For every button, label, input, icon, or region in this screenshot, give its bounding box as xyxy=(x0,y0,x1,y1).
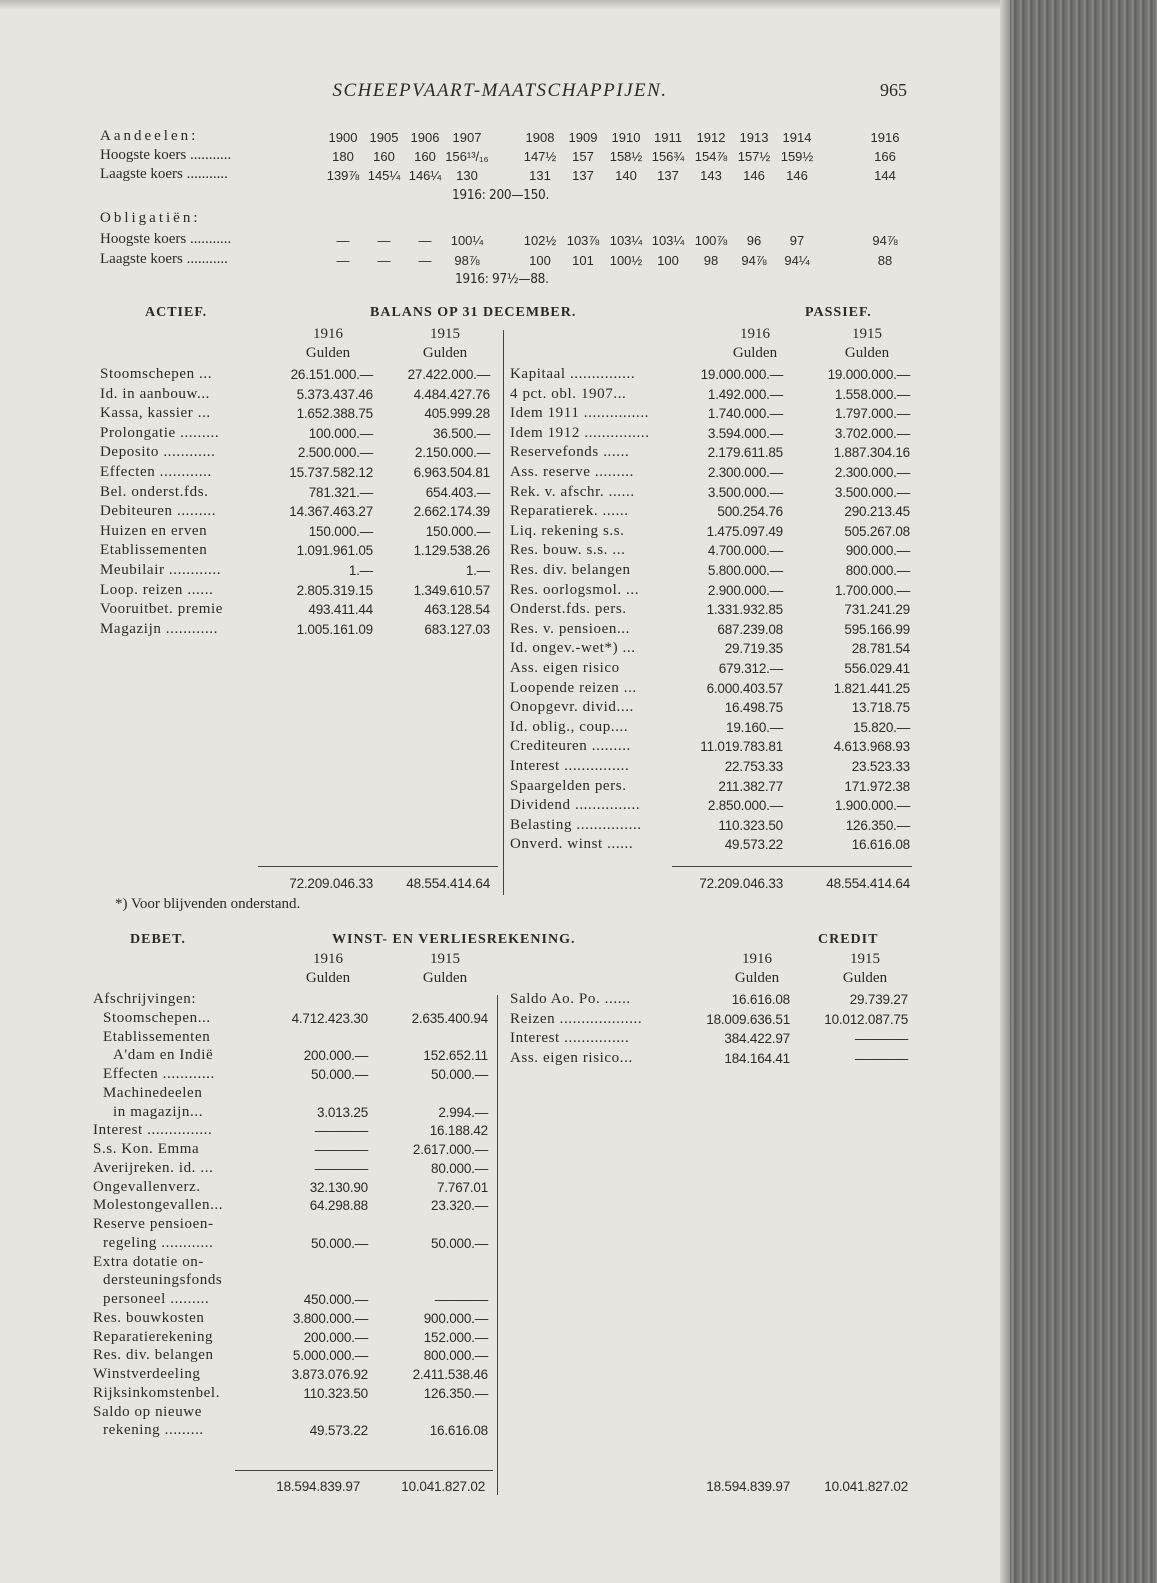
value-1915: 2.617.000.— xyxy=(412,1142,488,1157)
row-label: Ongevallenverz. xyxy=(93,1178,201,1195)
koers-cell: 156¹³/₁₆ xyxy=(445,149,489,164)
value-1915: 126.350.— xyxy=(423,1385,488,1401)
year-header: 1915 xyxy=(430,326,460,342)
row-label: Stoomschepen... xyxy=(103,1009,211,1026)
value-1915: 13.718.75 xyxy=(851,700,910,716)
actief-heading: ACTIEF. xyxy=(145,305,208,320)
value-1916: 29.719.35 xyxy=(724,641,783,657)
value-1916: 3.800.000.— xyxy=(292,1310,368,1326)
year-header: 1916 xyxy=(740,326,770,342)
row-label: Etablissementen xyxy=(103,1028,211,1045)
value-1916: 500.254.76 xyxy=(717,504,783,520)
value-1915: 27.422.000.— xyxy=(407,367,490,382)
row-label: Reserve pensioen- xyxy=(93,1216,214,1232)
koers-cell: 147½ xyxy=(523,149,557,164)
value-1915: 900.000.— xyxy=(423,1310,488,1326)
koers-cell: 103¼ xyxy=(609,233,643,248)
page-title: SCHEEPVAART-MAATSCHAPPIJEN. xyxy=(332,80,668,101)
currency-header: Gulden xyxy=(422,345,468,361)
koers-cell: 146¼ xyxy=(408,168,442,183)
value-1916: 11.019.783.81 xyxy=(700,739,783,755)
koers-cell: 180 xyxy=(332,149,354,164)
value-1915: 80.000.— xyxy=(431,1160,488,1176)
obligatien-label: Obligatiën: xyxy=(100,210,201,226)
value-1915: 1.700.000.— xyxy=(834,582,910,598)
row-label: Kapitaal ............... xyxy=(510,366,636,382)
value-1916: 2.850.000.— xyxy=(707,798,783,814)
koers-cell: 1905 xyxy=(369,130,399,145)
value-1915: 1.900.000.— xyxy=(834,798,910,814)
value-1915: 10.012.087.75 xyxy=(824,1011,908,1027)
row-label: Interest ............... xyxy=(510,1030,630,1047)
value-1915: 1.821.441.25 xyxy=(833,680,910,696)
row-label: Rijksinkomstenbel. xyxy=(93,1384,221,1401)
value-1916: 200.000.— xyxy=(303,1048,368,1064)
value-1915: 2.300.000.— xyxy=(834,465,910,480)
row-label: Id. in aanbouw... xyxy=(100,385,211,402)
koers-cell: 94⅞ xyxy=(872,233,898,248)
row-label: Spaargelden pers. xyxy=(510,777,627,794)
value-1915: ———— xyxy=(854,1031,908,1047)
value-1915: ———— xyxy=(854,1050,908,1066)
row-label: Onderst.fds. pers. xyxy=(510,601,627,618)
value-1916: 49.573.22 xyxy=(724,837,783,853)
row-label: Onverd. winst ...... xyxy=(510,836,634,853)
value-1915: 150.000.— xyxy=(425,523,490,539)
row-label: A'dam en Indië xyxy=(113,1047,214,1064)
value-1916: ———— xyxy=(314,1160,368,1176)
row-label: Res. div. belangen xyxy=(510,562,631,578)
value-1915: 29.739.27 xyxy=(849,992,908,1007)
row-label: Loopende reizen ... xyxy=(510,679,637,696)
koers-cell: 157 xyxy=(572,149,594,164)
value-1916: 1.652.388.75 xyxy=(296,406,373,422)
row-label: personeel ......... xyxy=(103,1291,210,1307)
total-passief-1916: 72.209.046.33 xyxy=(699,876,783,891)
row-label: Prolongatie ......... xyxy=(100,424,220,441)
koers-cell: 159½ xyxy=(780,149,814,164)
year-header: 1916 xyxy=(313,326,343,342)
koers-cell: 88 xyxy=(877,253,893,268)
value-1915: 463.128.54 xyxy=(424,602,490,618)
row-label: Reizen ................... xyxy=(510,1010,643,1027)
value-1916: 493.411.44 xyxy=(308,602,373,618)
obligatien-1916-note: 1916: 97½—88. xyxy=(455,271,549,287)
koers-cell: 94⅞ xyxy=(741,253,767,268)
value-1915: 16.616.08 xyxy=(851,837,910,853)
value-1915: 683.127.03 xyxy=(424,621,490,637)
year-header: 1915 xyxy=(430,951,460,967)
value-1915: 7.767.01 xyxy=(437,1179,488,1195)
value-1916: 110.323.50 xyxy=(303,1385,368,1401)
value-1915: 556.029.41 xyxy=(844,661,910,676)
koers-cell: 146 xyxy=(786,168,808,183)
koers-cell: 101 xyxy=(572,253,594,268)
value-1915: 19.000.000.— xyxy=(827,367,910,382)
total-passief-1915: 48.554.414.64 xyxy=(826,876,910,891)
row-label: Onopgevr. divid.... xyxy=(510,699,634,716)
koers-cell: 94¼ xyxy=(784,253,810,268)
koers-cell: 158½ xyxy=(609,149,643,164)
value-1915: 23.320.— xyxy=(431,1198,488,1214)
row-label: Ass. eigen risico... xyxy=(510,1049,633,1066)
koers-cell: 137 xyxy=(572,168,594,183)
value-1916: 184.164.41 xyxy=(724,1050,790,1066)
value-1915: 1.887.304.16 xyxy=(833,445,910,461)
total-rule xyxy=(258,866,498,867)
row-label: Reservefonds ...... xyxy=(510,444,630,461)
row-label: Averijreken. id. ... xyxy=(93,1159,214,1176)
value-1916: 1.740.000.— xyxy=(707,406,783,422)
value-1916: 32.130.90 xyxy=(309,1179,368,1195)
row-label: Res. v. pensioen... xyxy=(510,620,630,637)
value-1915: 3.702.000.— xyxy=(834,425,910,441)
koers-cell: 100½ xyxy=(609,253,643,268)
value-1916: 19.160.— xyxy=(726,719,783,735)
koers-cell: 139⅞ xyxy=(326,168,360,183)
value-1915: 800.000.— xyxy=(845,563,910,578)
value-1916: 5.000.000.— xyxy=(292,1348,368,1364)
koers-cell: 103⅞ xyxy=(566,233,600,248)
koers-cell: — xyxy=(336,233,350,248)
koers-cell: 1906 xyxy=(410,130,440,145)
currency-header: Gulden xyxy=(305,345,351,361)
row-label: Rek. v. afschr. ...... xyxy=(510,483,635,500)
book-binding-pages xyxy=(1010,0,1157,1583)
row-label: Effecten ............ xyxy=(103,1066,215,1082)
row-label: Liq. rekening s.s. xyxy=(510,522,625,539)
aandeelen-laagste-label: Laagste koers ........... xyxy=(100,166,228,182)
koers-cell: 1908 xyxy=(525,130,555,145)
value-1915: 16.616.08 xyxy=(429,1423,488,1439)
row-label: Huizen en erven xyxy=(100,522,208,539)
row-label: Magazijn ............ xyxy=(100,620,218,637)
row-label: Interest ............... xyxy=(510,758,630,774)
value-1916: 2.500.000.— xyxy=(297,445,373,461)
koers-cell: 143 xyxy=(700,168,722,183)
currency-header: Gulden xyxy=(842,970,888,986)
value-1915: 2.635.400.94 xyxy=(411,1010,488,1026)
value-1916: 3.594.000.— xyxy=(707,425,783,441)
value-1916: 200.000.— xyxy=(303,1329,368,1345)
row-label: Deposito ............ xyxy=(100,444,216,461)
value-1916: 14.367.463.27 xyxy=(289,504,373,520)
value-1916: 18.009.636.51 xyxy=(706,1011,790,1027)
year-header: 1916 xyxy=(742,951,772,967)
row-label: Id. ongev.-wet*) ... xyxy=(510,640,636,657)
row-label: Machinedeelen xyxy=(103,1084,203,1101)
koers-cell: — xyxy=(418,253,432,268)
balance-title: BALANS OP 31 DECEMBER. xyxy=(370,305,577,320)
value-1916: 150.000.— xyxy=(308,523,373,539)
aandeelen-1916-note: 1916: 200—150. xyxy=(452,187,550,203)
koers-cell: 103¼ xyxy=(651,233,685,248)
row-label: Winstverdeeling xyxy=(93,1366,201,1382)
column-divider xyxy=(503,330,504,895)
row-label: Vooruitbet. premie xyxy=(100,601,223,618)
row-label: Id. oblig., coup.... xyxy=(510,718,629,735)
value-1915: 171.972.38 xyxy=(844,778,910,794)
value-1916: 110.323.50 xyxy=(718,817,783,833)
value-1915: 50.000.— xyxy=(431,1235,488,1251)
value-1916: 2.300.000.— xyxy=(707,465,783,480)
row-label: S.s. Kon. Emma xyxy=(93,1141,200,1157)
value-1915: 1.558.000.— xyxy=(834,386,910,402)
value-1915: 505.267.08 xyxy=(844,523,910,539)
year-header: 1915 xyxy=(852,326,882,342)
row-label: regeling ............ xyxy=(103,1234,214,1251)
value-1916: 64.298.88 xyxy=(309,1198,368,1214)
koers-cell: 1913 xyxy=(739,130,769,145)
aandeelen-hoogste-label: Hoogste koers ........... xyxy=(100,147,232,163)
value-1916: 1.492.000.— xyxy=(707,386,783,402)
total-credit-1916: 18.594.839.97 xyxy=(706,1479,790,1494)
value-1916: 16.498.75 xyxy=(724,700,783,716)
row-label: Debiteuren ......... xyxy=(100,503,217,520)
value-1915: 6.963.504.81 xyxy=(413,465,490,480)
debet-heading: DEBET. xyxy=(130,932,186,947)
koers-cell: 1910 xyxy=(611,130,641,145)
value-1916: 3.500.000.— xyxy=(707,484,783,500)
value-1916: 15.737.582.12 xyxy=(289,465,373,480)
koers-cell: 146 xyxy=(743,168,765,183)
value-1916: ———— xyxy=(314,1142,368,1157)
value-1915: 126.350.— xyxy=(845,817,910,833)
value-1915: 23.523.33 xyxy=(851,759,910,774)
row-label: Kassa, kassier ... xyxy=(100,405,211,422)
value-1916: 687.239.08 xyxy=(717,621,783,637)
value-1916: 16.616.08 xyxy=(731,992,790,1007)
value-1916: ———— xyxy=(314,1123,368,1139)
koers-cell: 1907 xyxy=(452,130,482,145)
value-1916: 3.013.25 xyxy=(317,1104,368,1120)
koers-cell: 145¼ xyxy=(367,168,401,183)
row-label: Res. oorlogsmol. ... xyxy=(510,581,640,598)
koers-cell: 1912 xyxy=(696,130,726,145)
row-label: Effecten ............ xyxy=(100,464,212,480)
value-1915: 1.797.000.— xyxy=(834,406,910,422)
row-label: Reparatierekening xyxy=(93,1328,214,1345)
year-header: 1916 xyxy=(313,951,343,967)
value-1915: 2.150.000.— xyxy=(414,445,490,461)
koers-cell: 100⅞ xyxy=(694,233,728,248)
row-label: Meubilair ............ xyxy=(100,562,222,578)
value-1915: 2.411.538.46 xyxy=(412,1367,488,1382)
aandeelen-label: Aandeelen: xyxy=(100,128,199,144)
value-1915: 3.500.000.— xyxy=(834,484,910,500)
value-1916: 384.422.97 xyxy=(724,1031,790,1047)
koers-cell: 1916 xyxy=(870,130,900,145)
koers-cell: 140 xyxy=(615,168,637,183)
total-actief-1916: 72.209.046.33 xyxy=(289,876,373,891)
koers-cell: 154⅞ xyxy=(694,149,728,164)
koers-cell: 160 xyxy=(414,149,436,164)
value-1915: 595.166.99 xyxy=(844,621,910,637)
obligatien-laagste-label: Laagste koers ........... xyxy=(100,251,228,267)
value-1916: 1.005.161.09 xyxy=(296,621,373,637)
value-1916: 211.382.77 xyxy=(718,778,783,794)
value-1916: 6.000.403.57 xyxy=(706,680,783,696)
value-1916: 22.753.33 xyxy=(724,759,783,774)
total-credit-1915: 10.041.827.02 xyxy=(824,1479,908,1494)
row-label: Ass. reserve ......... xyxy=(510,464,635,480)
row-label: Reparatierek. ...... xyxy=(510,503,629,520)
value-1915: 800.000.— xyxy=(423,1348,488,1364)
value-1916: 781.321.— xyxy=(308,484,373,500)
koers-cell: 102½ xyxy=(523,233,557,248)
value-1916: 100.000.— xyxy=(308,425,373,441)
row-label: Extra dotatie on- xyxy=(93,1253,204,1270)
value-1916: 49.573.22 xyxy=(309,1423,368,1439)
value-1916: 26.151.000.— xyxy=(290,367,373,382)
passief-heading: PASSIEF. xyxy=(805,305,872,320)
koers-cell: 96 xyxy=(746,233,762,248)
koers-cell: 160 xyxy=(373,149,395,164)
value-1916: 2.900.000.— xyxy=(707,582,783,598)
value-1915: 50.000.— xyxy=(431,1067,488,1082)
row-label: Idem 1912 ............... xyxy=(510,424,650,441)
total-actief-1915: 48.554.414.64 xyxy=(406,876,490,891)
value-1916: 5.373.437.46 xyxy=(296,386,373,402)
row-label: Loop. reizen ...... xyxy=(100,581,214,598)
value-1915: 900.000.— xyxy=(845,543,910,559)
koers-cell: 98 xyxy=(703,253,719,268)
value-1915: 152.652.11 xyxy=(423,1048,488,1064)
row-label: Belasting ............... xyxy=(510,816,642,833)
value-1915: 36.500.— xyxy=(433,425,490,441)
row-label: Res. bouwkosten xyxy=(93,1309,205,1326)
koers-cell: 130 xyxy=(456,168,478,183)
row-label: dersteuningsfonds xyxy=(103,1272,223,1289)
value-1915: 4.613.968.93 xyxy=(833,739,910,755)
total-rule xyxy=(235,1470,493,1471)
value-1916: 19.000.000.— xyxy=(700,367,783,382)
value-1916: 50.000.— xyxy=(311,1235,368,1251)
value-1916: 50.000.— xyxy=(311,1067,368,1082)
koers-cell: — xyxy=(336,253,350,268)
value-1916: 1.331.932.85 xyxy=(706,602,783,618)
row-label: Afschrijvingen: xyxy=(93,991,197,1007)
profit-loss-title: WINST- EN VERLIESREKENING. xyxy=(332,932,576,947)
row-label: Etablissementen xyxy=(100,542,208,559)
value-1916: 5.800.000.— xyxy=(707,563,783,578)
row-label: Dividend ............... xyxy=(510,797,641,814)
row-label: Crediteuren ......... xyxy=(510,738,631,755)
koers-cell: 166 xyxy=(874,149,896,164)
value-1915: 2.994.— xyxy=(438,1104,488,1120)
koers-cell: 157½ xyxy=(737,149,771,164)
value-1916: 2.805.319.15 xyxy=(296,582,373,598)
row-label: Interest ............... xyxy=(93,1122,213,1139)
row-label: Res. div. belangen xyxy=(93,1347,214,1364)
total-debet-1916: 18.594.839.97 xyxy=(276,1479,360,1494)
value-1915: 2.662.174.39 xyxy=(413,504,490,520)
koers-cell: 100 xyxy=(529,253,551,268)
value-1915: 4.484.427.76 xyxy=(413,386,490,402)
row-label: Saldo Ao. Po. ...... xyxy=(510,991,631,1007)
currency-header: Gulden xyxy=(732,345,778,361)
total-rule xyxy=(672,866,912,867)
page-top-edge xyxy=(0,0,1157,10)
row-label: in magazijn... xyxy=(113,1103,204,1120)
koers-cell: 100¼ xyxy=(450,233,484,248)
value-1915: 152.000.— xyxy=(423,1329,488,1345)
value-1915: 405.999.28 xyxy=(424,406,490,422)
value-1916: 4.712.423.30 xyxy=(291,1010,368,1026)
row-label: 4 pct. obl. 1907... xyxy=(510,385,627,402)
row-label: Molestongevallen... xyxy=(93,1197,224,1214)
row-label: Saldo op nieuwe xyxy=(93,1403,202,1420)
koers-cell: 1914 xyxy=(782,130,812,145)
value-1916: 450.000.— xyxy=(303,1292,368,1307)
koers-cell: 97 xyxy=(789,233,805,248)
currency-header: Gulden xyxy=(844,345,890,361)
value-1916: 1.475.097.49 xyxy=(706,523,783,539)
koers-cell: 1909 xyxy=(568,130,598,145)
value-1915: 290.213.45 xyxy=(844,504,910,520)
credit-heading: CREDIT xyxy=(818,932,879,947)
koers-cell: 100 xyxy=(657,253,679,268)
row-label: Idem 1911 ............... xyxy=(510,405,650,422)
value-1915: 28.781.54 xyxy=(851,641,910,657)
value-1916: 3.873.076.92 xyxy=(291,1367,368,1382)
value-1915: 731.241.29 xyxy=(844,602,910,618)
koers-cell: — xyxy=(377,233,391,248)
koers-cell: 156¾ xyxy=(651,149,685,164)
value-1915: ———— xyxy=(434,1292,488,1307)
koers-cell: 98⅞ xyxy=(454,253,480,268)
currency-header: Gulden xyxy=(734,970,780,986)
value-1915: 1.349.610.57 xyxy=(413,582,490,598)
value-1915: 1.— xyxy=(465,563,490,578)
column-divider xyxy=(497,995,498,1495)
value-1915: 1.129.538.26 xyxy=(413,543,490,559)
koers-cell: — xyxy=(377,253,391,268)
currency-header: Gulden xyxy=(305,970,351,986)
koers-cell: 1911 xyxy=(654,130,682,145)
currency-header: Gulden xyxy=(422,970,468,986)
value-1916: 1.091.961.05 xyxy=(296,543,373,559)
value-1915: 654.403.— xyxy=(425,484,490,500)
footnote: *) Voor blijvenden onderstand. xyxy=(115,896,301,912)
obligatien-hoogste-label: Hoogste koers ........... xyxy=(100,231,232,247)
row-label: rekening ......... xyxy=(103,1422,204,1439)
value-1915: 16.188.42 xyxy=(429,1123,488,1139)
page-number: 965 xyxy=(880,80,907,100)
value-1916: 2.179.611.85 xyxy=(707,445,783,461)
koers-cell: 131 xyxy=(529,168,551,183)
row-label: Res. bouw. s.s. ... xyxy=(510,542,626,559)
koers-cell: — xyxy=(418,233,432,248)
koers-cell: 137 xyxy=(657,168,679,183)
koers-cell: 144 xyxy=(874,168,896,183)
row-label: Ass. eigen risico xyxy=(510,660,620,676)
value-1916: 1.— xyxy=(348,563,373,578)
total-debet-1915: 10.041.827.02 xyxy=(401,1479,485,1494)
value-1916: 679.312.— xyxy=(718,661,783,676)
koers-cell: 1900 xyxy=(328,130,358,145)
value-1916: 4.700.000.— xyxy=(707,543,783,559)
row-label: Stoomschepen ... xyxy=(100,366,213,382)
year-header: 1915 xyxy=(850,951,880,967)
value-1915: 15.820.— xyxy=(853,719,910,735)
row-label: Bel. onderst.fds. xyxy=(100,483,209,500)
